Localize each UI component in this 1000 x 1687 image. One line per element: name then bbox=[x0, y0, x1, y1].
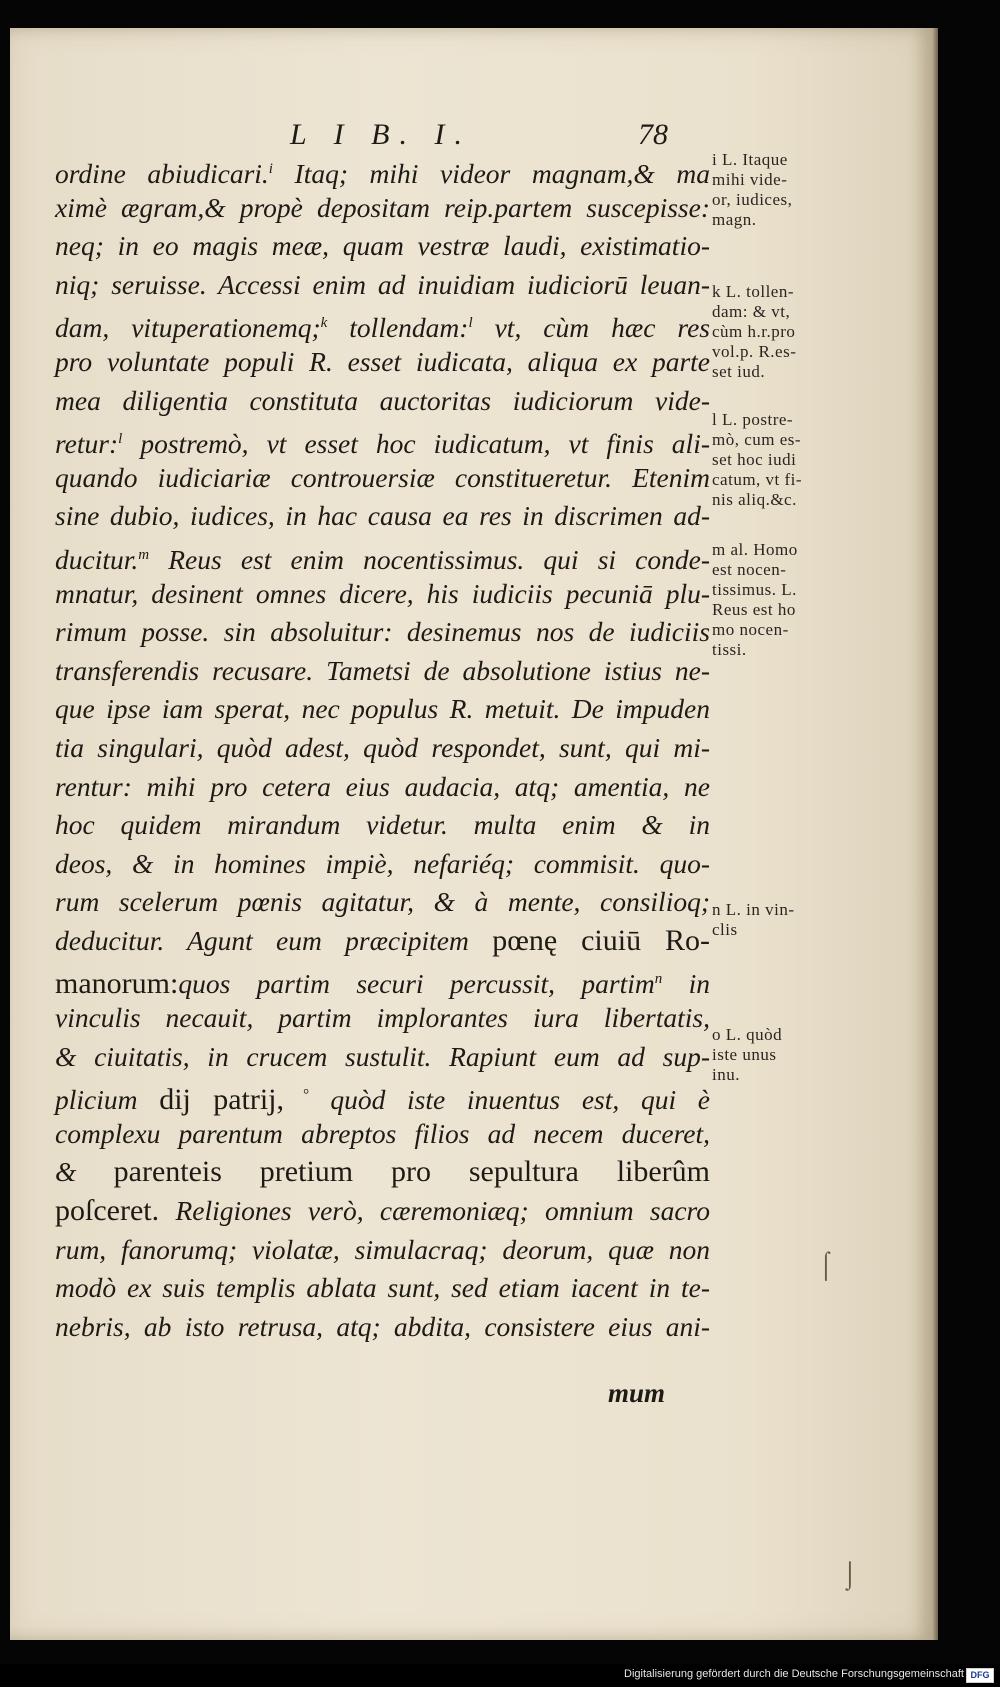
text-line bbox=[55, 227, 710, 266]
text-line bbox=[55, 960, 710, 999]
text-segment: pœnę ciuiū Ro- bbox=[492, 923, 711, 957]
text-line bbox=[55, 690, 710, 729]
text-line bbox=[55, 883, 710, 922]
text-segment: vinculis necauit, partim implorantes iura libertatis, bbox=[55, 1002, 710, 1034]
text-line bbox=[55, 1192, 710, 1231]
text-line bbox=[55, 1153, 710, 1192]
text-segment: Religiones verò, cæremoniæq; omnium sacro bbox=[159, 1195, 710, 1227]
text-segment: niq; seruisse. Accessi enim ad inuidiam iudiciorū leuan- bbox=[55, 268, 710, 300]
text-segment: transferendis recusare. Tametsi de absolutione istius ne- bbox=[55, 654, 710, 686]
ink-mark: ⌠ bbox=[818, 1250, 834, 1279]
running-title: L I B. I. bbox=[290, 118, 472, 151]
margin-note: k L. tollen- dam: & vt, cùm h.r.pro vol.p. R.es- set iud. bbox=[712, 282, 797, 381]
text-line bbox=[55, 150, 710, 189]
text-line bbox=[55, 459, 710, 498]
text-segment: postremò, vt esset hoc iudicatum, vt finis ali- bbox=[122, 428, 710, 460]
text-segment: deos, & in homines impiè, nefariéq; commisit. quo- bbox=[55, 847, 710, 879]
text-segment: ximè ægram,& propè depositam reip.partem suscepisse: bbox=[55, 191, 710, 223]
page-number: 78 bbox=[638, 118, 668, 151]
text-segment: dij patrij, bbox=[159, 1083, 285, 1117]
ink-mark: ⌡ bbox=[842, 1560, 858, 1589]
note-marker: ° bbox=[284, 1087, 309, 1104]
text-segment: ducitur. bbox=[55, 544, 139, 576]
text-line bbox=[55, 575, 710, 614]
margin-note: o L. quòd iste unus inu. bbox=[712, 1025, 783, 1084]
text-segment: ordine abiudicari. bbox=[55, 158, 269, 190]
text-line bbox=[55, 304, 710, 343]
text-line bbox=[55, 189, 710, 228]
margin-note: n L. in vin- clis bbox=[712, 900, 795, 939]
text-line bbox=[55, 1076, 710, 1115]
text-segment: Reus est enim nocentissimus. qui si conde- bbox=[149, 544, 710, 576]
text-segment: deducitur. Agunt eum præcipitem bbox=[55, 924, 493, 956]
main-text-block bbox=[55, 150, 710, 1346]
text-segment: poſceret. bbox=[55, 1194, 160, 1228]
text-segment: neq; in eo magis meæ, quam vestræ laudi, existimatio- bbox=[55, 230, 710, 262]
text-segment: vt, cùm hæc res bbox=[472, 312, 710, 344]
text-segment: parenteis pretium pro sepultura liberûm bbox=[113, 1155, 710, 1189]
note-marker: k bbox=[320, 315, 328, 332]
margin-note: m al. Homo est nocen- tissimus. L. Reus est ho mo nocen- tissi. bbox=[712, 540, 798, 659]
text-line bbox=[55, 999, 710, 1038]
text-segment: retur: bbox=[55, 428, 119, 460]
text-segment: rum, fanorumq; violatæ, simulacraq; deorum, quæ non bbox=[55, 1233, 710, 1265]
text-segment: mea diligentia constituta auctoritas iudiciorum vide- bbox=[55, 384, 710, 416]
text-line bbox=[55, 922, 710, 961]
text-segment: sine dubio, iudices, in hac causa ea res in discrimen ad- bbox=[55, 500, 710, 532]
text-line bbox=[55, 806, 710, 845]
text-segment: tollendam: bbox=[327, 312, 469, 344]
catchword: mum bbox=[608, 1378, 666, 1408]
text-line bbox=[55, 845, 710, 884]
text-segment: rum scelerum pœnis agitatur, & à mente, consilioq; bbox=[55, 886, 710, 918]
text-segment: dam, vituperationemq; bbox=[55, 312, 321, 344]
text-segment: manorum: bbox=[55, 967, 179, 1001]
text-line bbox=[55, 729, 710, 768]
text-segment: modò ex suis templis ablata sunt, sed etiam iacent in te- bbox=[55, 1272, 710, 1304]
margin-note: l L. postre- mò, cum es- set hoc iudi catum, vt fi- nis aliq.&c. bbox=[712, 410, 803, 509]
dfg-logo: DFG bbox=[966, 1668, 994, 1683]
text-segment: nebris, ab isto retrusa, atq; abdita, consistere eius ani- bbox=[55, 1310, 710, 1342]
text-segment: rimum posse. sin absoluitur: desinemus nos de iudiciis bbox=[55, 616, 710, 648]
text-segment: rentur: mihi pro cetera eius audacia, atq; amentia, ne bbox=[55, 770, 710, 802]
text-segment: tia singulari, quòd adest, quòd respondet, sunt, qui mi- bbox=[55, 731, 710, 763]
text-line bbox=[55, 1269, 710, 1308]
text-segment: quòd iste inuentus est, qui è bbox=[308, 1084, 710, 1116]
text-line bbox=[55, 1308, 710, 1347]
text-segment: Itaq; mihi videor magnam,& ma bbox=[272, 158, 710, 190]
text-segment: pro voluntate populi R. esset iudicata, aliqua ex parte bbox=[55, 345, 710, 377]
note-marker: l bbox=[118, 431, 123, 448]
digitization-credit: Digitalisierung gefördert durch die Deutsche Forschungsgemeinschaft bbox=[624, 1668, 964, 1680]
text-segment: & ciuitatis, in crucem sustulit. Rapiunt eum ad sup- bbox=[55, 1040, 710, 1072]
note-marker: m bbox=[138, 546, 150, 563]
text-line bbox=[55, 1231, 710, 1270]
text-line bbox=[55, 420, 710, 459]
text-line bbox=[55, 652, 710, 691]
text-line bbox=[55, 266, 710, 305]
text-line bbox=[55, 343, 710, 382]
text-segment: mnatur, desinent omnes dicere, his iudiciis pecuniā plu- bbox=[55, 577, 710, 609]
text-segment: quando iudiciariæ controuersiæ constitueretur. Etenim bbox=[55, 461, 710, 493]
text-segment: in bbox=[662, 968, 710, 1000]
text-line bbox=[55, 382, 710, 421]
note-marker: l bbox=[468, 315, 473, 332]
text-line bbox=[55, 1038, 710, 1077]
text-segment: & bbox=[55, 1156, 114, 1188]
text-line bbox=[55, 613, 710, 652]
text-segment: hoc quidem mirandum videtur. multa enim & in bbox=[55, 809, 710, 841]
text-segment: que ipse iam sperat, nec populus R. metuit. De impuden bbox=[55, 693, 710, 725]
text-line bbox=[55, 497, 710, 536]
page-edge bbox=[932, 28, 938, 1640]
note-marker: n bbox=[654, 971, 663, 988]
text-line bbox=[55, 1115, 710, 1154]
text-segment: plicium bbox=[55, 1084, 160, 1116]
text-segment: complexu parentum abreptos filios ad necem duceret, bbox=[55, 1117, 710, 1149]
margin-note: i L. Itaque mihi vide- or, iudices, magn. bbox=[712, 150, 793, 229]
text-line bbox=[55, 536, 710, 575]
note-marker: i bbox=[268, 161, 273, 177]
text-line bbox=[55, 768, 710, 807]
text-segment: quos partim securi percussit, partim bbox=[178, 968, 655, 1000]
